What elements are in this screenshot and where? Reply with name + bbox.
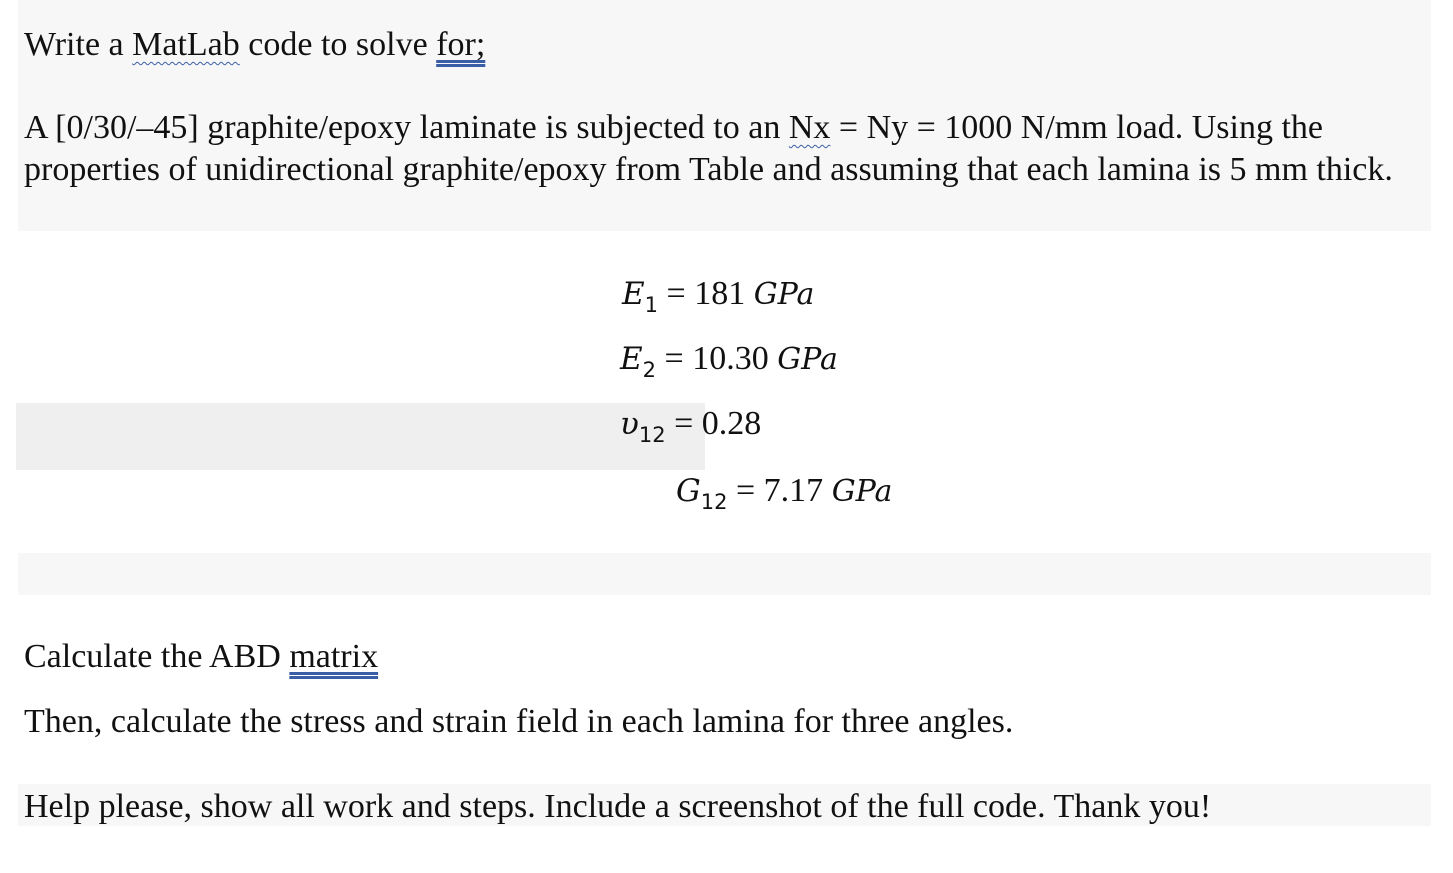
equation-e1 (622, 274, 814, 315)
title-prefix: Write a (24, 26, 133, 63)
help-request: Help please, show all work and steps. Include a screenshot of the full code. Thank you! (24, 788, 1212, 825)
grammar-check-matrix[interactable]: matrix (289, 638, 379, 675)
equation-symbol: G (676, 473, 701, 509)
equation-relation: = 181 (658, 275, 754, 312)
equation-unit: GPa (777, 342, 838, 377)
grammar-check-for[interactable]: for; (436, 26, 486, 63)
equation-unit: GPa (753, 277, 815, 312)
highlight-band-middle (18, 553, 1431, 595)
equation-symbol: E (622, 276, 645, 312)
problem-text-end: = Ny = 1000 N/mm load. Using the properties of unidirectional graphite/epoxy from Table and assuming that each lamina is 5 mm thick. (24, 109, 1393, 188)
equation-g12 (676, 471, 892, 512)
equation-subscript: 1 (644, 293, 659, 317)
equation-subscript: 12 (638, 423, 666, 447)
equation-subscript: 12 (700, 490, 728, 514)
problem-statement (24, 107, 1414, 191)
equation-relation: = 7.17 (727, 472, 832, 509)
equation-relation: = 0.28 (665, 405, 762, 442)
equation-unit: GPa (831, 474, 893, 509)
title-middle: code to solve (239, 26, 437, 63)
highlight-band-poisson (16, 403, 705, 470)
task-calculate-prefix: Calculate the ABD (24, 638, 290, 675)
equation-e2 (620, 339, 838, 380)
equation-poisson-ratio (620, 404, 762, 447)
question-title (24, 24, 485, 66)
equation-symbol: υ (620, 406, 639, 442)
equation-relation: = 10.30 (656, 340, 778, 377)
problem-text-start: A [0/30/–45] graphite/epoxy laminate is subjected to an (24, 109, 789, 146)
task-stress-strain: Then, calculate the stress and strain field in each lamina for three angles. (24, 703, 1014, 740)
spell-check-matlab[interactable]: MatLab (132, 26, 240, 63)
task-calculate-abd (24, 636, 378, 678)
equation-symbol: E (620, 341, 643, 377)
equation-subscript: 2 (642, 358, 657, 382)
spell-check-nx[interactable]: Nx (788, 109, 831, 146)
